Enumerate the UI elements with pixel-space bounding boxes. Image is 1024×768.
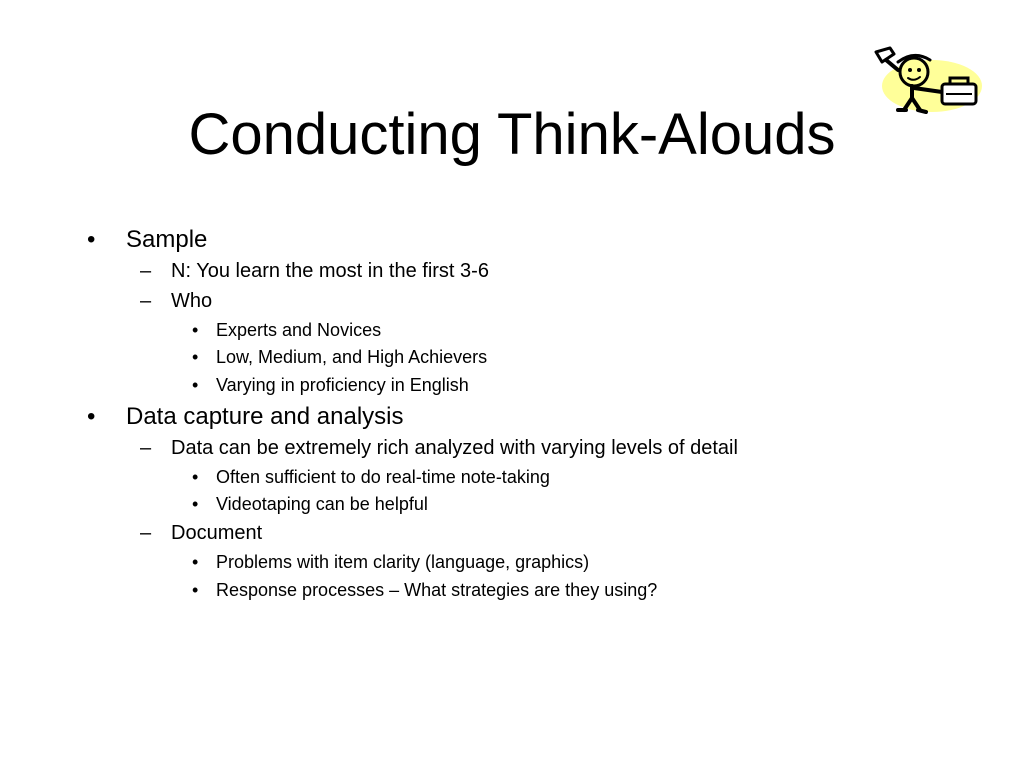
subsubitem-achievers: Low, Medium, and High Achievers [216,347,488,367]
bullet-marker: • [87,226,96,253]
subsubitem-experts: Experts and Novices [216,320,382,340]
subsubitem-videotaping: Videotaping can be helpful [216,494,428,514]
bullet-marker: • [192,320,199,340]
bullet-marker: • [192,580,199,600]
dash-marker: – [140,437,152,459]
bullet-marker: • [192,375,199,395]
subsubitem-response-processes: Response processes – What strategies are they using? [216,580,658,600]
slide-title: Conducting Think-Alouds [188,102,836,167]
subsubitem-note-taking: Often sufficient to do real-time note-taking [216,467,550,487]
subitem-n: N: You learn the most in the first 3-6 [171,260,489,282]
dash-marker: – [140,290,152,312]
subitem-document: Document [171,522,263,544]
bullet-marker: • [192,347,199,367]
bullet-item-data-capture: Data capture and analysis [126,403,404,430]
bullet-marker: • [192,494,199,514]
subsubitem-item-clarity: Problems with item clarity (language, graphics) [216,552,590,572]
bullet-marker: • [87,403,96,430]
construction-worker-icon [868,40,986,118]
bullet-marker: • [192,467,199,487]
dash-marker: – [140,522,152,544]
subsubitem-proficiency: Varying in proficiency in English [216,375,469,395]
subitem-who: Who [171,290,213,312]
subitem-data-rich: Data can be extremely rich analyzed with varying levels of detail [171,437,738,459]
bullet-marker: • [192,552,199,572]
dash-marker: – [140,260,152,282]
bullet-item-sample: Sample [126,226,208,253]
